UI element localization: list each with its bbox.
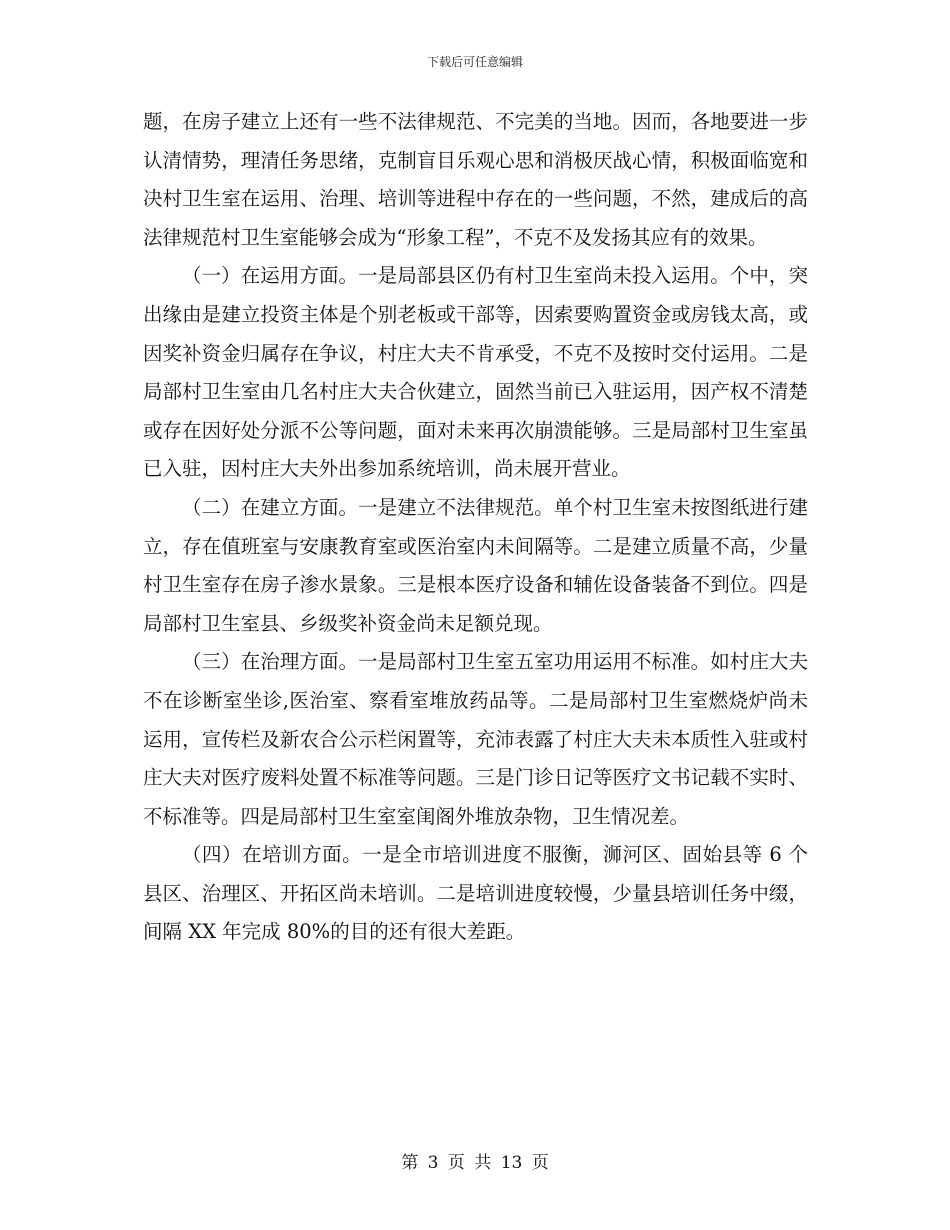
paragraph-training: （四）在培训方面。一是全市培训进度不服衡，浉河区、固始县等 6 个县区、治理区、开拓区尚未培训。二是培训进度较慢，少量县培训任务中缀，间隔 XX 年完成 80%的目的还有很大差距。: [143, 843, 808, 944]
paragraph-management: （三）在治理方面。一是局部村卫生室五室功用运用不标准。如村庄大夫不在诊断室坐诊,医治室、察看室堆放药品等。二是局部村卫生室燃烧炉尚未运用，宣传栏及新农合公示栏闲置等，充沛表露了村庄大夫未本质性入驻或村庄大夫对医疗废料处置不标准等问题。三是门诊日记等医疗文书记载不实时、不标准等。四是局部村卫生室室闺阁外堆放杂物，卫生情况差。: [143, 650, 808, 828]
paragraph-construction: （二）在建立方面。一是建立不法律规范。单个村卫生室未按图纸进行建立，存在值班室与安康教育室或医治室内未间隔等。二是建立质量不高，少量村卫生室存在房子渗水景象。三是根本医疗设备和辅佐设备装备不到位。四是局部村卫生室县、乡级奖补资金尚未足额兑现。: [143, 495, 808, 635]
paragraph-usage: （一）在运用方面。一是局部县区仍有村卫生室尚未投入运用。个中，突出缘由是建立投资主体是个别老板或干部等，因索要购置资金或房钱太高，或因奖补资金归属存在争议，村庄大夫不肯承受，不克不及按时交付运用。二是局部村卫生室由几名村庄大夫合伙建立，固然当前已入驻运用，因产权不清楚或存在因好处分派不公等问题，面对未来再次崩溃能够。三是局部村卫生室虽已入驻，因村庄大夫外出参加系统培训，尚未展开营业。: [143, 264, 808, 481]
page-number-footer: 第 3 页 共 13 页: [401, 1153, 549, 1173]
paragraph-continuation: 题，在房子建立上还有一些不法律规范、不完美的当地。因而，各地要进一步认清情势，理清任务思绪，克制盲目乐观心思和消极厌战心情，积极面临宽和决村卫生室在运用、治理、培训等进程中存在的一些问题，不然，建成后的高法律规范村卫生室能够会成为“形象工程”，不克不及发扬其应有的效果。: [143, 110, 808, 249]
document-body: [143, 103, 808, 952]
page-header: 下载后可任意编辑: [426, 55, 523, 69]
